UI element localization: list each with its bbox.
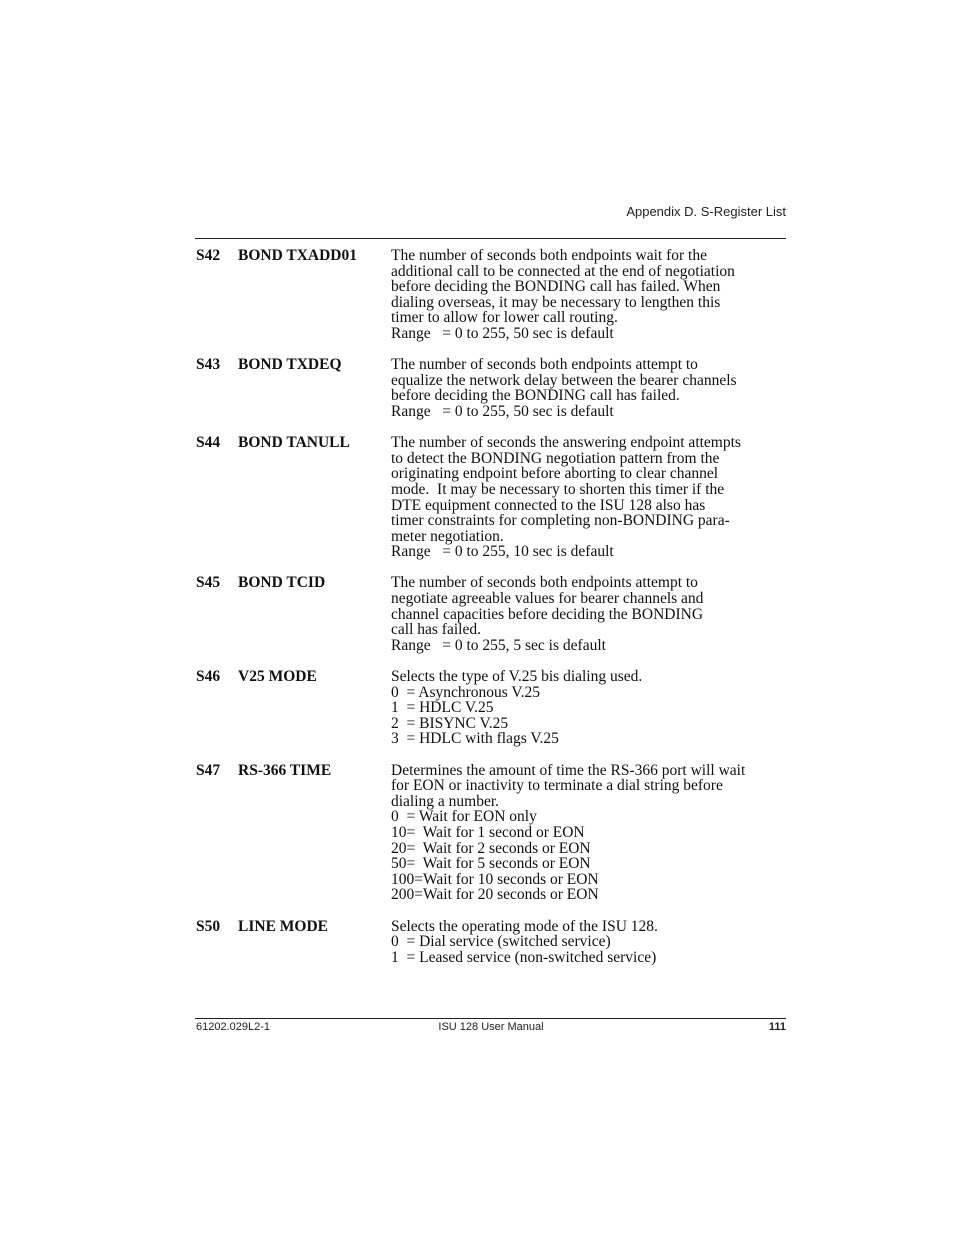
register-entry [196,575,788,653]
description-line: Selects the operating mode of the ISU 128. [391,917,658,935]
register-name: LINE MODE [238,917,328,935]
description-line: before deciding the BONDING call has failed. [391,387,680,405]
description-line: Range = 0 to 255, 50 sec is default [391,402,614,420]
description-line: Determines the amount of time the RS-366 port will wait [391,761,746,779]
register-description [391,669,788,747]
description-line: for EON or inactivity to terminate a dial string before [391,777,723,795]
register-entry [196,357,788,419]
description-line: Range = 0 to 255, 10 sec is default [391,543,614,561]
register-description [391,357,788,419]
description-line: 0 = Dial service (switched service) [391,933,611,951]
description-line: 50= Wait for 5 seconds or EON [391,855,591,873]
register-description [391,763,788,903]
manual-title: ISU 128 User Manual [438,1021,544,1033]
register-name: BOND TXADD01 [238,247,357,264]
description-line: 200=Wait for 20 seconds or EON [391,886,599,904]
description-line: 20= Wait for 2 seconds or EON [391,839,591,857]
description-line: dialing a number. [391,792,500,810]
register-number: S43 [196,356,221,374]
description-line: DTE equipment connected to the ISU 128 also has [391,496,706,514]
register-number: S50 [196,917,221,935]
register-entry [196,763,788,903]
register-number: S46 [196,668,221,686]
register-number: S47 [196,761,221,779]
register-entry [196,669,788,747]
register-name: V25 MODE [238,668,317,686]
register-number: S42 [196,247,221,264]
description-line: Range = 0 to 255, 50 sec is default [391,324,614,342]
description-line: 2 = BISYNC V.25 [391,714,509,732]
register-description [391,575,788,653]
description-line: originating endpoint before aborting to clear channel [391,465,719,483]
description-line: negotiate agreeable values for bearer channels and [391,590,704,608]
description-line: The number of seconds both endpoints attempt to [391,574,698,592]
footer-rule [195,1018,786,1019]
description-line: additional call to be connected at the end of negotiation [391,262,735,280]
description-line: mode. It may be necessary to shorten this timer if the [391,480,725,498]
register-list [196,248,788,981]
description-line: meter negotiation. [391,527,504,545]
register-name: RS-366 TIME [238,761,332,779]
description-line: Selects the type of V.25 bis dialing used. [391,668,643,686]
description-line: Range = 0 to 255, 5 sec is default [391,636,606,654]
register-entry [196,248,788,342]
description-line: The number of seconds both endpoints attempt to [391,356,698,374]
description-line: call has failed. [391,621,481,639]
register-entry [196,435,788,560]
description-line: equalize the network delay between the bearer channels [391,371,737,389]
header-rule [195,238,786,239]
doc-number: 61202.029L2-1 [196,1021,271,1033]
description-line: 1 = Leased service (non-switched service) [391,948,657,966]
description-line: The number of seconds the answering endpoint attempts [391,434,741,452]
register-description [391,435,788,560]
register-description [391,248,788,342]
running-header: Appendix D. S-Register List [626,204,786,219]
register-description [391,919,788,966]
description-line: before deciding the BONDING call has failed. When [391,278,721,296]
description-line: 10= Wait for 1 second or EON [391,823,585,841]
description-line: The number of seconds both endpoints wait for the [391,247,707,264]
register-entry [196,919,788,966]
description-line: 0 = Asynchronous V.25 [391,683,540,701]
register-name: BOND TANULL [238,434,350,452]
description-line: to detect the BONDING negotiation pattern from the [391,449,720,467]
description-line: timer constraints for completing non-BONDING para- [391,512,730,530]
description-line: dialing overseas, it may be necessary to lengthen this [391,293,721,311]
description-line: 100=Wait for 10 seconds or EON [391,870,599,888]
register-name: BOND TCID [238,574,326,592]
page-number: 111 [768,1021,786,1033]
description-line: channel capacities before deciding the BONDING [391,605,704,623]
register-name: BOND TXDEQ [238,356,342,374]
description-line: 1 = HDLC V.25 [391,699,494,717]
description-line: timer to allow for lower call routing. [391,309,618,327]
register-number: S44 [196,434,221,452]
register-number: S45 [196,574,221,592]
description-line: 0 = Wait for EON only [391,808,537,826]
description-line: 3 = HDLC with flags V.25 [391,730,559,748]
